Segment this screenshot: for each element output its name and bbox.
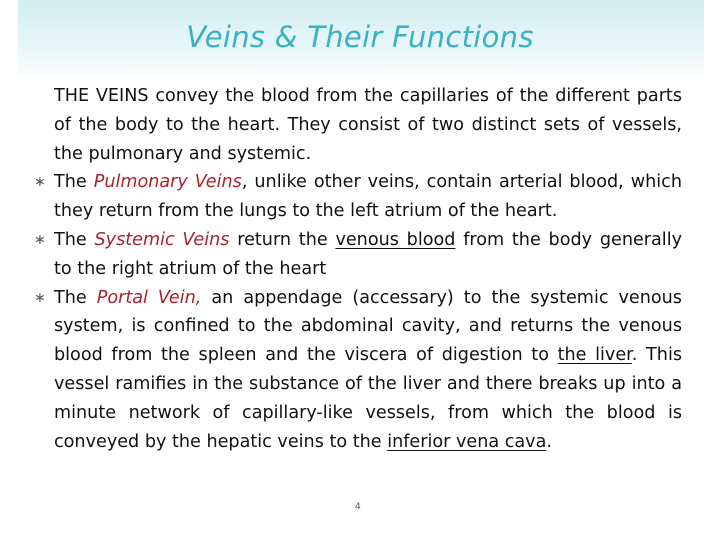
underlined-term: inferior vena cava bbox=[387, 431, 547, 452]
bullet-icon: ∗ bbox=[34, 174, 46, 191]
bullet-text-mid: an appendage (accessary) to the systemic venous system, is confined to the abdominal cavity, and returns the venous blood from the spleen and the viscera of digestion to bbox=[54, 287, 682, 366]
bullet-text-pre: The bbox=[54, 172, 94, 193]
bullet-text-post: . bbox=[546, 431, 552, 452]
highlight-term: Portal Vein, bbox=[96, 287, 202, 308]
bullet-portal-vein bbox=[34, 284, 682, 457]
bullet-text-mid: return the bbox=[229, 229, 336, 250]
bullet-icon: ∗ bbox=[34, 231, 46, 248]
slide-title: Veins & Their Functions bbox=[186, 20, 534, 54]
underlined-term: venous blood bbox=[335, 229, 456, 250]
page-number: 4 bbox=[355, 502, 361, 512]
slide-body bbox=[34, 82, 682, 456]
bullet-text-pre: The bbox=[54, 287, 97, 308]
highlight-term: Pulmonary Veins bbox=[93, 172, 242, 193]
underlined-term: the liver bbox=[557, 345, 632, 366]
intro-text: THE VEINS convey the blood from the capillaries of the different parts of the body to the heart. They consist of two distinct sets of vessels, the pulmonary and systemic. bbox=[54, 86, 682, 164]
bullet-pulmonary-veins bbox=[34, 168, 682, 226]
bullet-text-pre: The bbox=[54, 229, 95, 250]
bullet-text-post: from the body generally to the right atrium of the heart bbox=[54, 229, 682, 279]
highlight-term: Systemic Veins bbox=[94, 229, 230, 250]
bullet-text-post: , unlike other veins, contain arterial blood, which they return from the lungs to the left atrium of the heart. bbox=[54, 172, 682, 222]
bullet-icon: ∗ bbox=[34, 289, 46, 306]
bullet-systemic-veins bbox=[34, 226, 682, 284]
bullet-text-mid: . This vessel ramifies in the substance of the liver and there breaks up into a minute network of capillary-like vessels, from which the blood is conveyed by the hepatic veins to the bbox=[54, 345, 682, 452]
intro-paragraph bbox=[34, 82, 682, 168]
